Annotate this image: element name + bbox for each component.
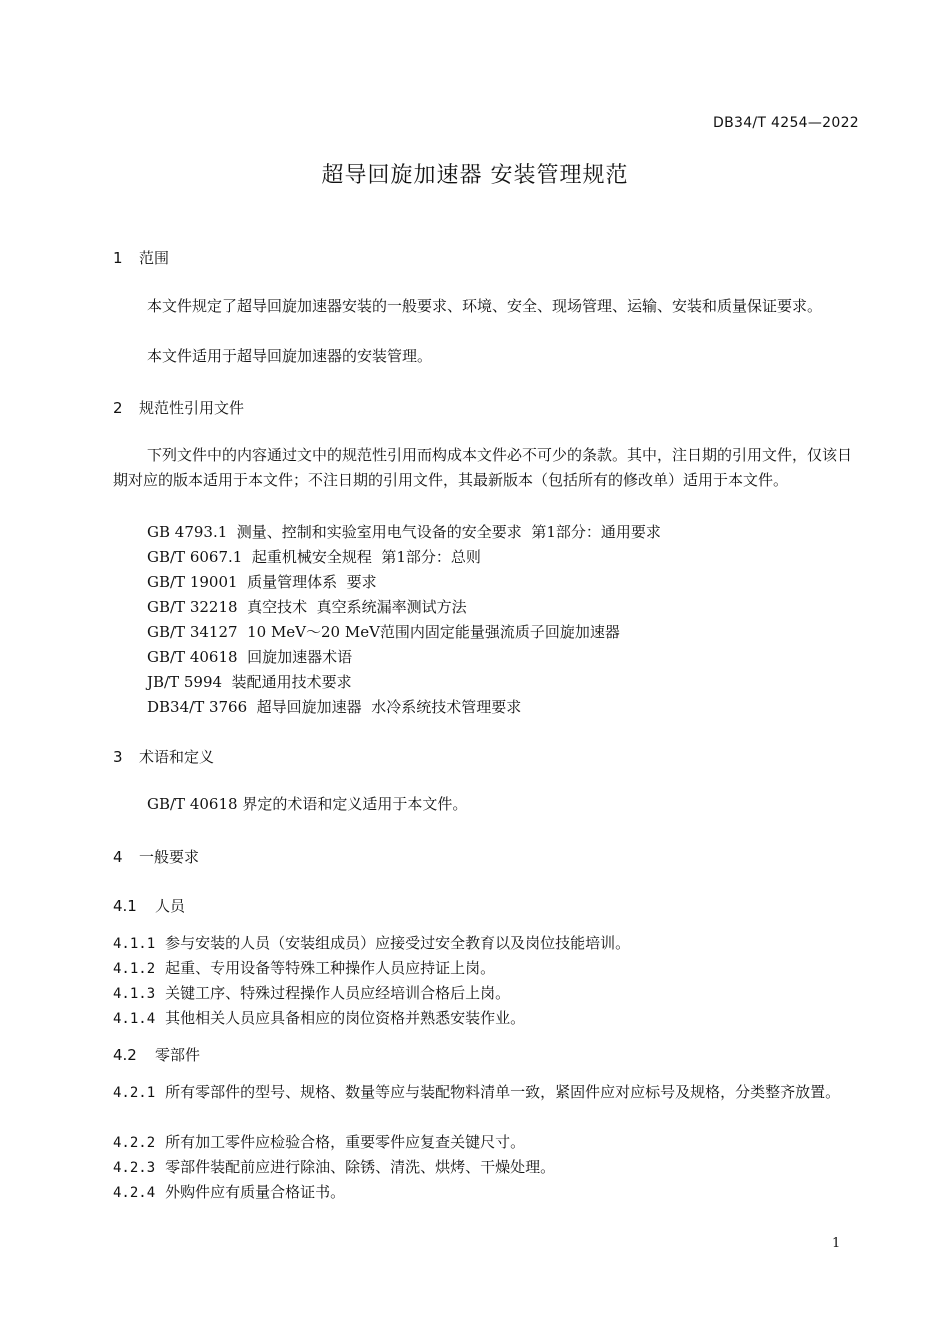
clause-text: 起重、专用设备等特殊工种操作人员应持证上岗。 bbox=[165, 959, 496, 977]
reference-item: GB/T 6067.1 起重机械安全规程 第1部分：总则 bbox=[147, 548, 481, 566]
paragraph: 本文件规定了超导回旋加速器安装的一般要求、环境、安全、现场管理、运输、安装和质量保证要求。 bbox=[147, 297, 823, 315]
subsection-title: 人员 bbox=[155, 897, 186, 915]
clause bbox=[113, 1080, 861, 1106]
reference-item: GB/T 32218 真空技术 真空系统漏率测试方法 bbox=[147, 598, 467, 616]
clause-number: 4.1.1 bbox=[113, 936, 156, 952]
subsection-4-1-heading bbox=[113, 895, 185, 916]
clause bbox=[113, 956, 861, 982]
paragraph: GB/T 40618 界定的术语和定义适用于本文件。 bbox=[147, 795, 468, 813]
clause bbox=[113, 981, 861, 1007]
clause-number: 4.2.1 bbox=[113, 1085, 156, 1101]
section-1-heading bbox=[113, 247, 169, 268]
subsection-4-2-heading bbox=[113, 1044, 200, 1065]
clause-text: 所有加工零件应检验合格，重要零件应复查关键尺寸。 bbox=[165, 1133, 526, 1151]
clause-number: 4.1.2 bbox=[113, 961, 156, 977]
section-title: 一般要求 bbox=[139, 848, 200, 866]
section-number: 3 bbox=[113, 748, 123, 766]
clause-number: 4.1.3 bbox=[113, 986, 156, 1002]
reference-item: GB/T 19001 质量管理体系 要求 bbox=[147, 573, 377, 591]
section-title: 规范性引用文件 bbox=[139, 399, 245, 417]
standard-code: DB34/T 4254—2022 bbox=[713, 115, 859, 131]
section-4-heading bbox=[113, 846, 199, 867]
clause-text: 关键工序、特殊过程操作人员应经培训合格后上岗。 bbox=[165, 984, 511, 1002]
clause-number: 4.1.4 bbox=[113, 1011, 156, 1027]
subsection-title: 零部件 bbox=[155, 1046, 201, 1064]
reference-item: DB34/T 3766 超导回旋加速器 水冷系统技术管理要求 bbox=[147, 698, 522, 716]
reference-item: GB 4793.1 测量、控制和实验室用电气设备的安全要求 第1部分：通用要求 bbox=[147, 523, 661, 541]
section-title: 术语和定义 bbox=[139, 748, 215, 766]
reference-item: GB/T 34127 10 MeV～20 MeV范围内固定能量强流质子回旋加速器 bbox=[147, 623, 620, 641]
clause bbox=[113, 931, 861, 957]
clause bbox=[113, 1130, 861, 1156]
document-title: 超导回旋加速器 安装管理规范 bbox=[321, 163, 629, 188]
clause-number: 4.2.4 bbox=[113, 1185, 156, 1201]
section-2-heading bbox=[113, 397, 244, 418]
clause-number: 4.2.3 bbox=[113, 1160, 156, 1176]
clause-text: 零部件装配前应进行除油、除锈、清洗、烘烤、干燥处理。 bbox=[165, 1158, 556, 1176]
clause-text: 参与安装的人员（安装组成员）应接受过安全教育以及岗位技能培训。 bbox=[165, 934, 631, 952]
clause bbox=[113, 1180, 861, 1206]
paragraph: 本文件适用于超导回旋加速器的安装管理。 bbox=[147, 347, 433, 365]
clause-number: 4.2.2 bbox=[113, 1135, 156, 1151]
subsection-number: 4.2 bbox=[113, 1046, 137, 1064]
section-title: 范围 bbox=[139, 249, 170, 267]
reference-item: GB/T 40618 回旋加速器术语 bbox=[147, 648, 353, 666]
subsection-number: 4.1 bbox=[113, 897, 137, 915]
clause-text: 其他相关人员应具备相应的岗位资格并熟悉安装作业。 bbox=[165, 1009, 526, 1027]
paragraph: 下列文件中的内容通过文中的规范性引用而构成本文件必不可少的条款。其中，注日期的引用文件，仅该日期对应的版本适用于本文件；不注日期的引用文件，其最新版本（包括所有的修改单）适用于本文件。 bbox=[113, 446, 853, 489]
section-number: 1 bbox=[113, 249, 123, 267]
clause bbox=[113, 1155, 861, 1181]
section-3-heading bbox=[113, 746, 214, 767]
reference-item: JB/T 5994 装配通用技术要求 bbox=[147, 673, 352, 691]
clause-text: 外购件应有质量合格证书。 bbox=[165, 1183, 346, 1201]
section-number: 4 bbox=[113, 848, 123, 866]
clause-text: 所有零部件的型号、规格、数量等应与装配物料清单一致，紧固件应对应标号及规格，分类整齐放置。 bbox=[165, 1083, 841, 1101]
section-number: 2 bbox=[113, 399, 123, 417]
clause bbox=[113, 1006, 861, 1032]
page-number: 1 bbox=[832, 1236, 841, 1251]
